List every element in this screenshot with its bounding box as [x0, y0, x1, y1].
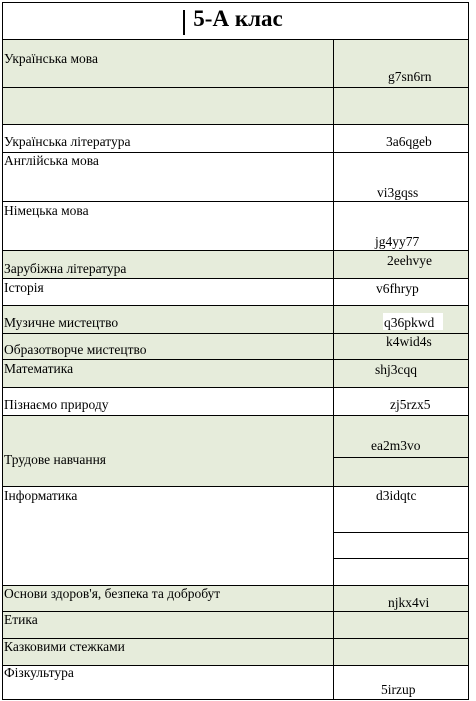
sub-row-line: [333, 457, 469, 458]
code-german[interactable]: jg4yy77: [375, 234, 420, 249]
row-line: [2, 124, 469, 125]
code-english[interactable]: vi3gqss: [377, 185, 419, 200]
subject-music: Музичне мистецтво: [4, 315, 119, 330]
border-top: [2, 2, 469, 3]
subject-english: Англійська мова: [4, 153, 99, 168]
sub-row-line: [333, 532, 469, 533]
sub-row-line: [333, 558, 469, 559]
subject-fine-art: Образотворче мистецтво: [4, 342, 147, 357]
row-line: [2, 278, 469, 279]
subject-ukrainian-literature: Українська література: [4, 134, 131, 149]
subject-fairy-tales: Казковими стежками: [4, 639, 125, 654]
row-line: [2, 486, 469, 487]
subject-informatics: Інформатика: [4, 488, 78, 503]
subject-ukrainian-language: Українська мова: [4, 51, 98, 66]
code-health-safety[interactable]: njkx4vi: [388, 595, 430, 610]
row-line: [2, 305, 469, 306]
subject-pe: Фізкультура: [4, 665, 74, 680]
code-history[interactable]: v6fhryp: [376, 281, 419, 296]
row-line: [2, 250, 469, 251]
code-informatics[interactable]: d3idqtc: [376, 488, 417, 503]
code-ukrainian-literature[interactable]: 3a6qgeb: [386, 134, 432, 149]
subject-nature: Пізнаємо природу: [4, 397, 109, 412]
subject-german: Німецька мова: [4, 203, 89, 218]
subject-labor: Трудове навчання: [4, 452, 107, 467]
code-ukrainian-language[interactable]: g7sn6rn: [388, 69, 432, 84]
subject-foreign-literature: Зарубіжна література: [4, 261, 127, 276]
code-labor[interactable]: ea2m3vo: [371, 438, 421, 453]
subject-health-safety: Основи здоров'я, безпека та добробут: [4, 586, 221, 601]
code-nature[interactable]: zj5rzx5: [390, 397, 431, 412]
subject-ethics: Етика: [4, 612, 38, 627]
page-title: 5-А клас: [193, 6, 283, 31]
row-line: [2, 201, 469, 202]
code-math[interactable]: shj3cqq: [375, 362, 417, 377]
subject-history: Історія: [4, 280, 44, 295]
row-line: [2, 415, 469, 416]
code-music[interactable]: q36pkwd: [384, 315, 435, 330]
row-line: [2, 39, 469, 40]
border-bottom: [2, 699, 469, 700]
code-pe[interactable]: 5irzup: [381, 682, 416, 697]
code-fine-art[interactable]: k4wid4s: [386, 334, 432, 349]
row-line: [2, 87, 469, 88]
row-line: [2, 359, 469, 360]
row-line: [2, 387, 469, 388]
code-foreign-literature[interactable]: 2eehvye: [387, 253, 432, 268]
column-divider: [333, 39, 334, 700]
text-cursor: [183, 10, 185, 35]
subject-math: Математика: [4, 361, 74, 376]
